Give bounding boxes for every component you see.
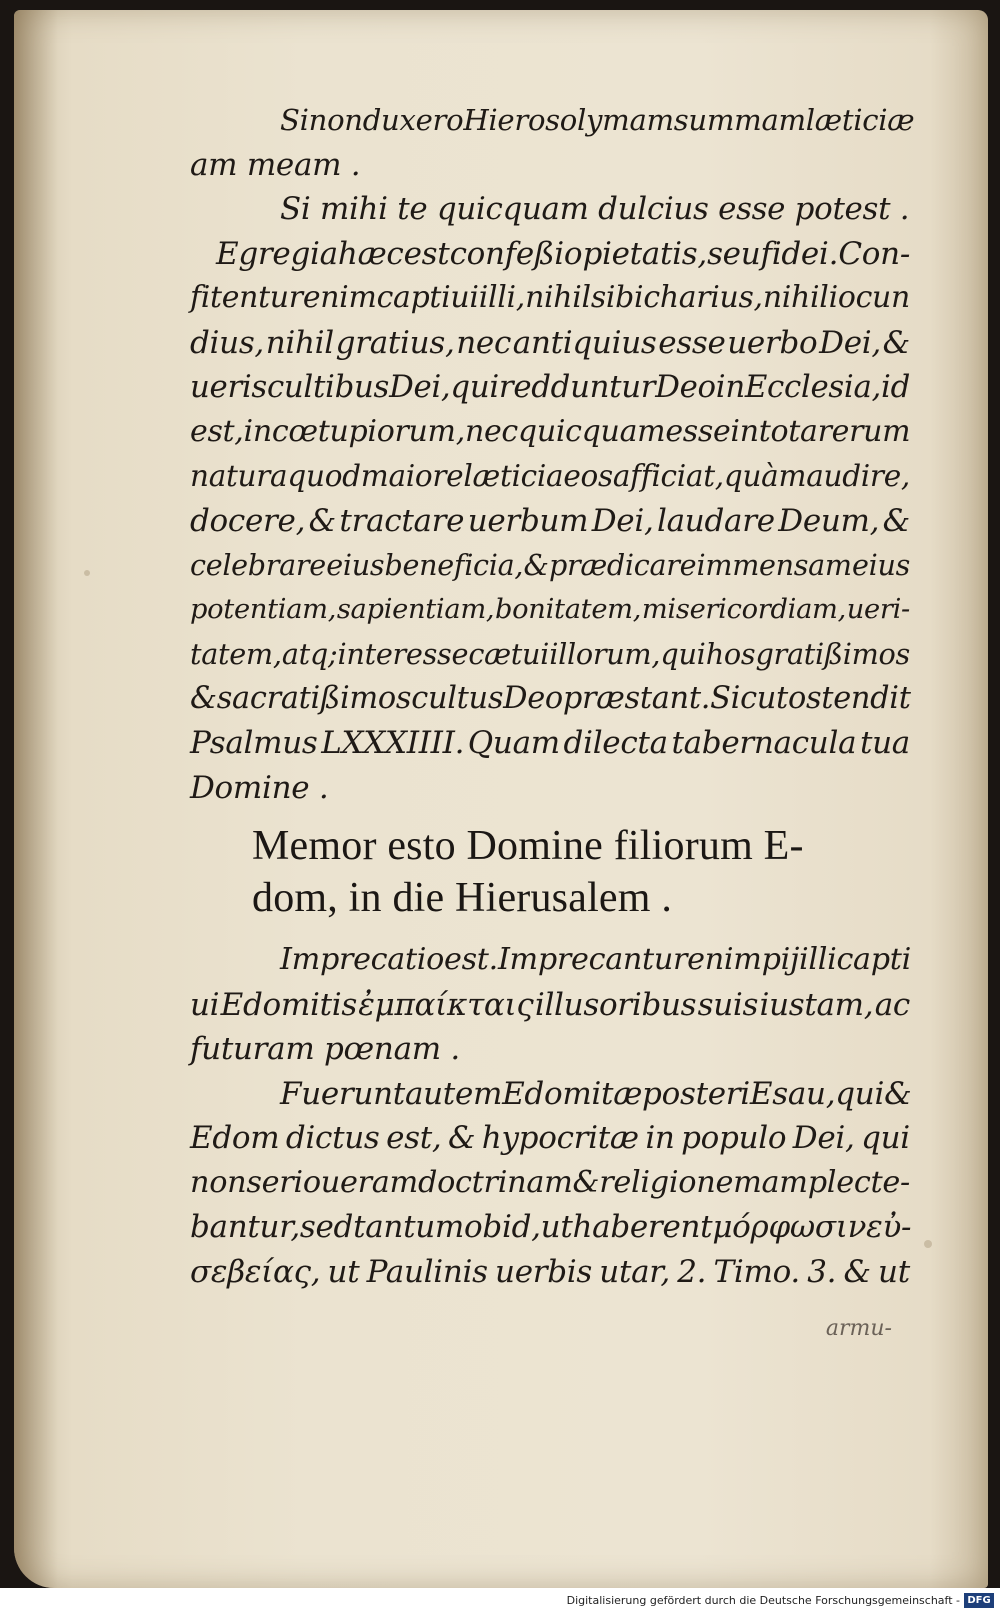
page-stain	[924, 1240, 932, 1248]
heading-line: dom, in die Hierusalem .	[252, 875, 673, 921]
text-line: Imprecatio est . Imprecantur enim pij illi capti	[280, 942, 911, 977]
footer-bar	[0, 1588, 1000, 1614]
text-line: Si non duxero Hierosolymam summam læticiæ	[280, 103, 915, 137]
text-line: tatem, atq; interesse cætui illorum, qui hos gratißimos	[190, 637, 910, 671]
text-line: natura quod maiore læticia eos afficiat, quàm audire,	[190, 459, 910, 493]
text-line: non serio ueram doctrinam & religionem amplecte-	[190, 1164, 910, 1200]
text-line: Si mihi te quicquam dulcius esse potest .	[280, 191, 910, 227]
paragraph-block-bottom	[190, 938, 910, 1294]
heading-line: Memor esto Domine filiorum E-	[252, 823, 804, 869]
text-line: celebrare eius beneficia, & prædicare immensam eius	[190, 548, 910, 582]
text-line: Fuerunt autem Edomitæ posteri Esau, qui &	[280, 1075, 912, 1112]
page-stain	[84, 570, 90, 576]
text-line: Psalmus LXXXIIII. Quam dilecta tabernacula tua	[190, 725, 910, 761]
paragraph-block-top	[190, 98, 915, 810]
text-line: ui Edomitis ἐμπαίκταις illusoribus suis iustam, ac	[190, 986, 910, 1023]
catchword: armu-	[825, 1316, 892, 1341]
text-line: dius, nihil gratius, nec antiquius esse uerbo Dei, &	[190, 324, 910, 361]
text-line: futuram pœnam .	[190, 1031, 460, 1067]
text-line: fitentur enim captiui illi, nihil sibi charius, nihil iocun	[190, 280, 910, 315]
dfg-logo-icon: DFG	[964, 1593, 994, 1608]
text-line: & sacratißimos cultus Deo præstant . Sicut ostendit	[190, 680, 911, 716]
text-line: am meam .	[190, 146, 361, 183]
psalm-verse-heading	[190, 820, 910, 924]
footer-credit: Digitalisierung gefördert durch die Deutsche Forschungsgemeinschaft -	[566, 1594, 960, 1607]
page-text	[190, 98, 915, 1294]
text-line: potentiam, sapientiam, bonitatem, misericordiam, ueri-	[190, 593, 910, 625]
text-line: bantur, sed tantum ob id, ut haberent μόρφωσιν εὐ-	[190, 1209, 912, 1245]
text-line: est, in cœtu piorum, nec quicquam esse in tota rerum	[190, 413, 911, 449]
text-line: Egregia hæc est confeßio pietatis, seu fidei . Con-	[216, 235, 910, 272]
text-line: docere, & tractare uerbum Dei, laudare Deum, &	[190, 502, 910, 539]
text-line: Edom dictus est, & hypocritæ in populo Dei, qui	[190, 1120, 910, 1156]
text-line: σεβείας, ut Paulinis uerbis utar, 2. Timo. 3. & ut	[190, 1253, 910, 1290]
book-page	[14, 10, 988, 1588]
text-line: Domine .	[190, 769, 329, 806]
text-line: ueris cultibus Dei, qui redduntur Deo in Ecclesia, id	[190, 369, 910, 405]
